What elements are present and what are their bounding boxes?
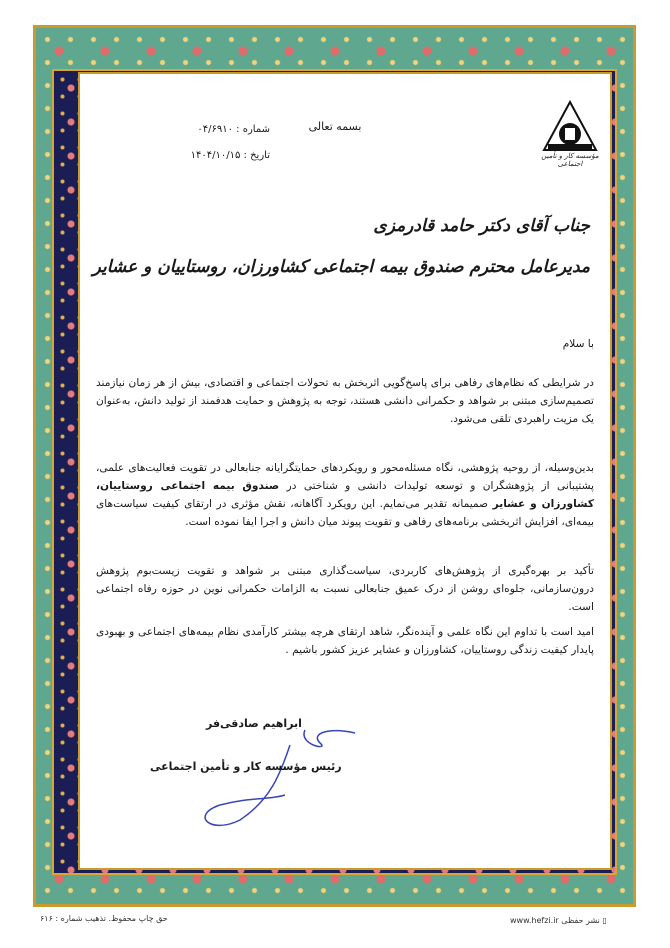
number-value: ۰۴/۶۹۱۰	[197, 124, 233, 135]
footer-copyright: حق چاپ محفوظ. تذهیب شماره : ۶۱۶	[40, 914, 168, 923]
paragraph-3	[96, 562, 594, 616]
publisher-url[interactable]: www.hefzi.ir	[510, 916, 559, 925]
publisher-name: نشر حفظی	[561, 916, 600, 925]
date-value: ۱۴۰۴/۱۰/۱۵	[190, 150, 241, 161]
paragraph-1	[96, 374, 594, 428]
bismillah: بسمه تعالی	[308, 120, 362, 133]
paragraph-4-text: امید است با تداوم این نگاه علمی و آینده‌نگر، شاهد ارتقای هرچه بیشتر کارآمدی نظام بیمه‌های اجتماعی و بهبودی پایدار کیفیت زندگی روستاییان، کشاورزان و عشایر عزیز کشور باشیم .	[96, 626, 594, 656]
footer-publisher	[510, 916, 607, 925]
organization-logo	[540, 100, 600, 166]
paragraph-4	[96, 623, 594, 659]
paragraph-2-text-a: بدین‌وسیله، از روحیه پژوهشی، نگاه مسئله‌محور و رویکردهای حمایتگرایانه جنابعالی در تقویت فعالیت‌های علمی، پشتیبانی از پژوهشگران و توسعه تولیدات دانشی و شناختی در	[96, 462, 594, 492]
book-icon: ▯	[602, 916, 607, 925]
paragraph-2-bold: صندوق بیمه اجتماعی روستاییان، کشاورزان و عشایر	[96, 480, 594, 510]
paragraph-1-text: در شرایطی که نظام‌های رفاهی برای پاسخ‌گویی اثربخش به تحولات اجتماعی و اقتصادی، بیش از هر زمان نیازمند تصمیم‌سازی مبتنی بر شواهد و حکمرانی دانشی هستند، توجه به پژوهش و حمایت هدفمند از تولید دانش، به‌عنوان یک مزیت راهبردی تلقی می‌شود.	[96, 377, 594, 425]
addressee-title: مدیرعامل محترم صندوق بیمه اجتماعی کشاورزان، روستاییان و عشایر	[92, 257, 590, 277]
addressee-name: جناب آقای دکتر حامد قادرمزی	[373, 216, 590, 236]
signer-title: رئیس مؤسسه کار و تأمین اجتماعی	[150, 760, 342, 773]
paragraph-3-text: تأکید بر بهره‌گیری از پژوهش‌های کاربردی، سیاست‌گذاری مبتنی بر شواهد و تقویت زیست‌بوم پژوهش درون‌سازمانی، جلوه‌ای روشن از درک عمیق جنابعالی نسبت به الزامات حکمرانی نوین در حوزه رفاه اجتماعی است.	[96, 565, 594, 613]
paragraph-2	[96, 459, 594, 531]
greeting: با سلام	[562, 338, 594, 350]
letter-date	[150, 150, 270, 161]
paragraph-2-text-b: صمیمانه تقدیر می‌نمایم. این رویکرد آگاهانه، نقش مؤثری در ارتقای کیفیت سیاست‌های بیمه‌ای، افزایش اثربخشی برنامه‌های رفاهی و تقویت پیوند میان دانش و اجرا ایفا نموده است.	[96, 498, 594, 528]
number-label: شماره :	[236, 124, 270, 135]
letter-number	[150, 124, 270, 135]
date-label: تاریخ :	[243, 150, 270, 161]
logo-caption: مؤسسه کار و تأمین اجتماعی	[541, 152, 599, 168]
signer-name: ابراهیم صادقی‌فر	[206, 717, 302, 730]
